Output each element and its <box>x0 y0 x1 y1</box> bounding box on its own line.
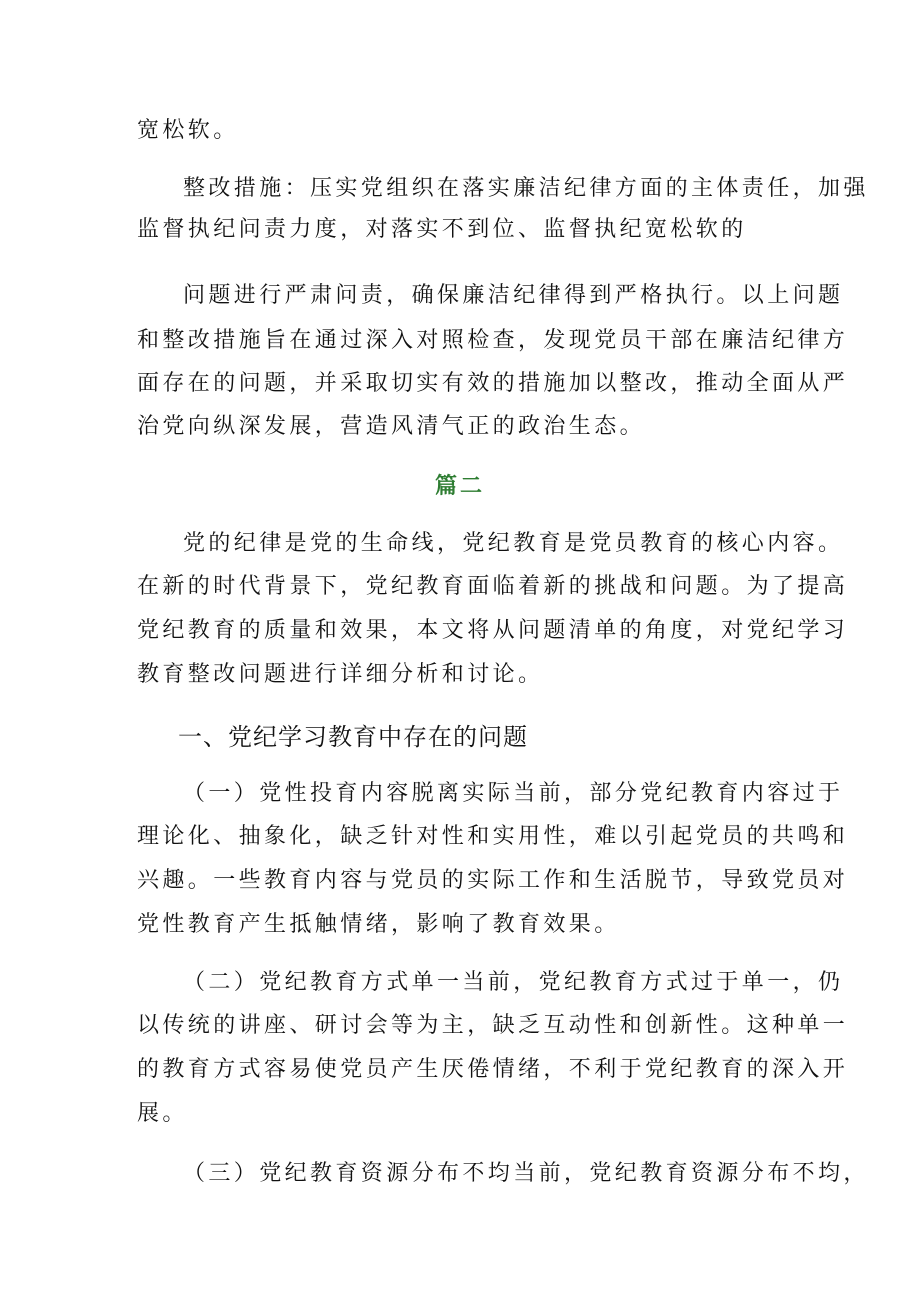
paragraph-line: 整改措施：压实党组织在落实廉洁纪律方面的主体责任，加强 <box>183 176 869 201</box>
section-heading: 一、党纪学习教育中存在的问题 <box>178 723 528 751</box>
paragraph-line: 治党向纵深发展，营造风清气正的政治生态。 <box>137 414 646 439</box>
paragraph-line: 面存在的问题，并采取切实有效的措施加以整改，推动全面从严 <box>137 371 849 396</box>
paragraph-line: 以传统的讲座、研讨会等为主，缺乏互动性和创新性。这种单一 <box>137 1013 849 1038</box>
paragraph-line: （一）党性投育内容脱离实际当前，部分党纪教育内容过于 <box>183 781 844 806</box>
paragraph-line: 党的纪律是党的生命线，党纪教育是党员教育的核心内容。 <box>183 531 844 556</box>
paragraph-line: 理论化、抽象化，缺乏针对性和实用性，难以引起党员的共鸣和 <box>137 824 849 849</box>
section-title: 篇二 <box>434 473 485 499</box>
paragraph-line: （三）党纪教育资源分布不均当前，党纪教育资源分布不均， <box>183 1161 869 1186</box>
paragraph-line: （二）党纪教育方式单一当前，党纪教育方式过于单一，仍 <box>183 970 844 995</box>
paragraph-line: 兴趣。一些教育内容与党员的实际工作和生活脱节，导致党员对 <box>137 868 849 893</box>
paragraph-line: 问题进行严肃问责，确保廉洁纪律得到严格执行。以上问题 <box>183 283 844 308</box>
paragraph-line: 的教育方式容易使党员产生厌倦情绪，不利于党纪教育的深入开 <box>137 1057 849 1082</box>
paragraph-line: 展。 <box>137 1101 188 1126</box>
paragraph-line: 在新的时代背景下，党纪教育面临着新的挑战和问题。为了提高 <box>137 574 849 599</box>
paragraph-line: 教育整改问题进行详细分析和讨论。 <box>137 662 544 687</box>
paragraph-line: 党纪教育的质量和效果，本文将从问题清单的角度，对党纪学习 <box>137 618 849 643</box>
paragraph-line: 和整改措施旨在通过深入对照检查，发现党员干部在廉洁纪律方 <box>137 328 849 353</box>
paragraph-line: 宽松软。 <box>137 118 239 143</box>
paragraph-line: 党性教育产生抵触情绪，影响了教育效果。 <box>137 912 620 937</box>
paragraph-line: 监督执纪问责力度，对落实不到位、监督执纪宽松软的 <box>137 217 747 242</box>
